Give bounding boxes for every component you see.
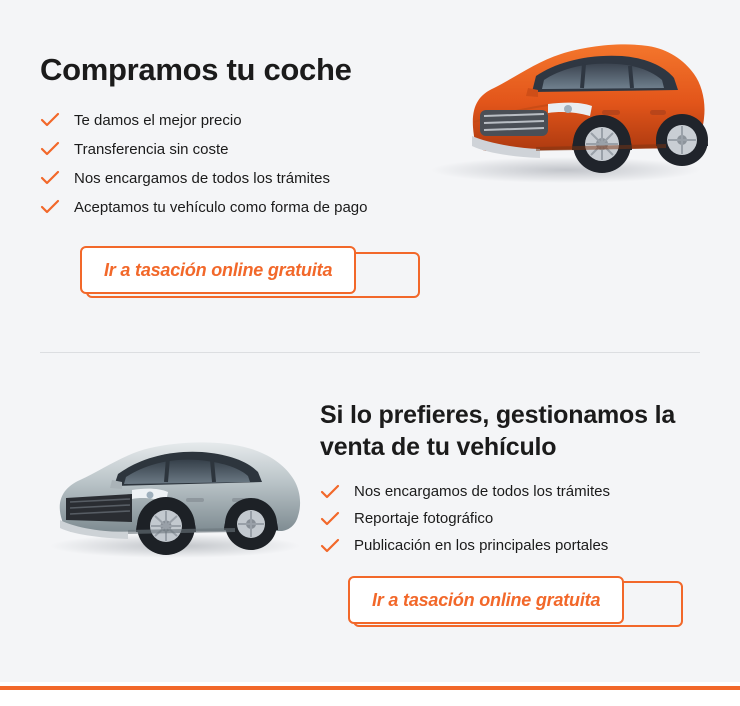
section-divider — [40, 352, 700, 353]
check-icon — [40, 199, 60, 215]
orange-suv-image — [416, 18, 716, 198]
check-icon — [40, 112, 60, 128]
check-icon — [320, 484, 340, 500]
sell-car-section — [0, 375, 740, 675]
list-item-label: Nos encargamos de todos los trámites — [354, 483, 610, 500]
check-icon — [40, 141, 60, 157]
list-item — [40, 199, 700, 216]
benefits-list-two — [320, 483, 700, 554]
cta-container-two — [348, 576, 678, 624]
check-icon — [320, 538, 340, 554]
check-icon — [40, 170, 60, 186]
list-item-label: Publicación en los principales portales — [354, 537, 609, 554]
list-item-label: Nos encargamos de todos los trámites — [74, 169, 330, 187]
accent-rule — [0, 686, 740, 690]
valuation-button-bottom[interactable]: Ir a tasación online gratuita — [348, 576, 624, 624]
valuation-button-top[interactable]: Ir a tasación online gratuita — [80, 246, 356, 294]
list-item-label: Transferencia sin coste — [74, 140, 229, 158]
buy-car-section — [0, 0, 740, 352]
section-two-title: Si lo prefieres, gestionamos la venta de tu vehículo — [320, 401, 676, 461]
list-item-label: Aceptamos tu vehículo como forma de pago — [74, 198, 368, 216]
cta-container-one — [80, 246, 420, 294]
list-item — [320, 537, 700, 554]
sell-car-content — [320, 375, 700, 624]
footer-bar — [0, 682, 740, 706]
list-item — [320, 510, 700, 527]
list-item — [320, 483, 700, 500]
page-title: Compramos tu coche — [40, 52, 352, 87]
list-item-label: Reportaje fotográfico — [354, 510, 494, 527]
check-icon — [320, 511, 340, 527]
list-item-label: Te damos el mejor precio — [74, 111, 242, 129]
silver-sedan-image — [40, 375, 320, 575]
